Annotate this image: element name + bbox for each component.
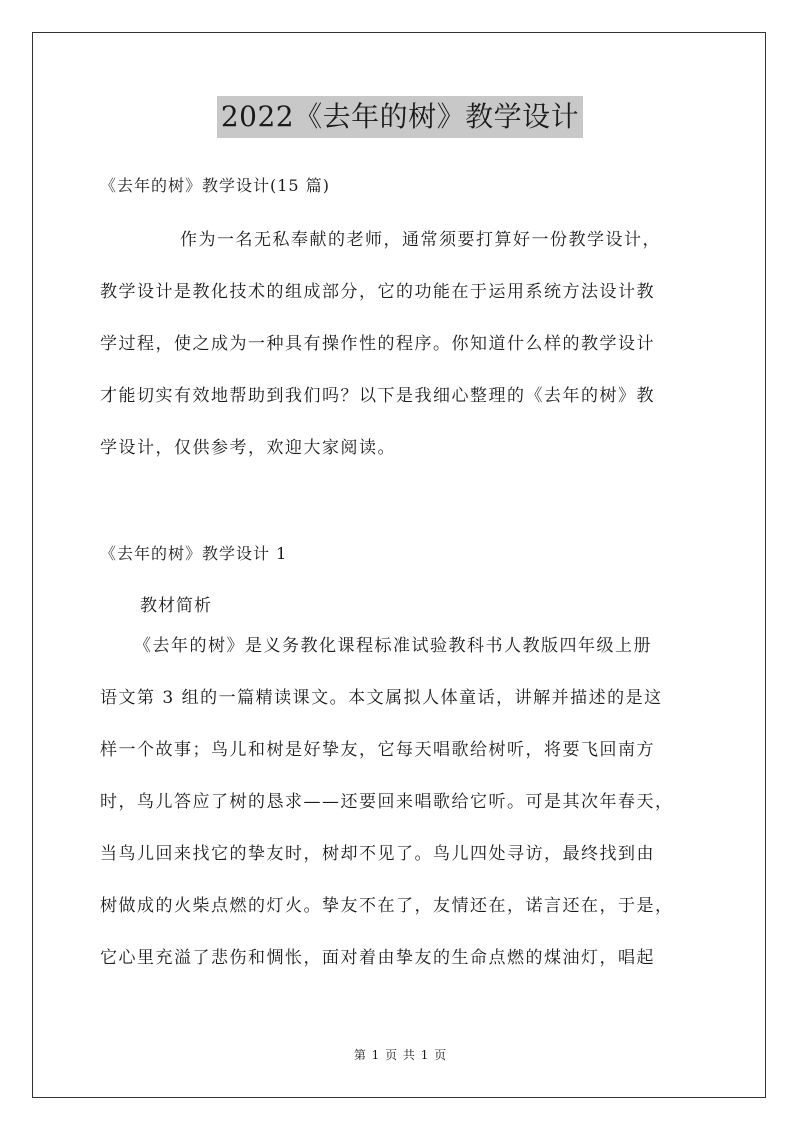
intro-line: 作为一名无私奉献的老师，通常须要打算好一份教学设计， xyxy=(180,230,661,250)
body-line: 语文第 3 组的一篇精读课文。本文属拟人体童话，讲解并描述的是这 xyxy=(100,688,663,708)
body-paragraph xyxy=(100,620,715,984)
intro-line: 学设计，仅供参考，欢迎大家阅读。 xyxy=(100,438,396,458)
page-footer: 第 1 页 共 1 页 xyxy=(353,1048,447,1062)
intro-line: 学过程，使之成为一种具有操作性的程序。你知道什么样的教学设计 xyxy=(100,334,655,354)
body-line: 《去年的树》是义务教化课程标准试验教科书人教版四年级上册 xyxy=(134,636,652,656)
intro-paragraph xyxy=(100,214,715,474)
intro-line: 教学设计是教化技术的组成部分，它的功能在于运用系统方法设计教 xyxy=(100,282,655,302)
body-line: 树做成的火柴点燃的灯火。挚友不在了，友情还在，诺言还在，于是， xyxy=(100,896,674,916)
sub-heading: 教材简析 xyxy=(140,596,212,616)
body-line: 当鸟儿回来找它的挚友时，树却不见了。鸟儿四处寻访，最终找到由 xyxy=(100,844,655,864)
title-container xyxy=(0,96,800,138)
body-line: 时，鸟儿答应了树的恳求——还要回来唱歌给它听。可是其次年春天， xyxy=(100,792,674,812)
document-title: 2022《去年的树》教学设计 xyxy=(217,96,583,138)
document-subtitle: 《去年的树》教学设计(15 篇) xyxy=(100,176,330,195)
section-heading: 《去年的树》教学设计 1 xyxy=(100,544,288,563)
intro-line: 才能切实有效地帮助到我们吗？以下是我细心整理的《去年的树》教 xyxy=(100,386,655,406)
body-line: 它心里充溢了悲伤和惆怅，面对着由挚友的生命点燃的煤油灯，唱起 xyxy=(100,948,655,968)
body-line: 样一个故事；鸟儿和树是好挚友，它每天唱歌给树听，将要飞回南方 xyxy=(100,740,655,760)
